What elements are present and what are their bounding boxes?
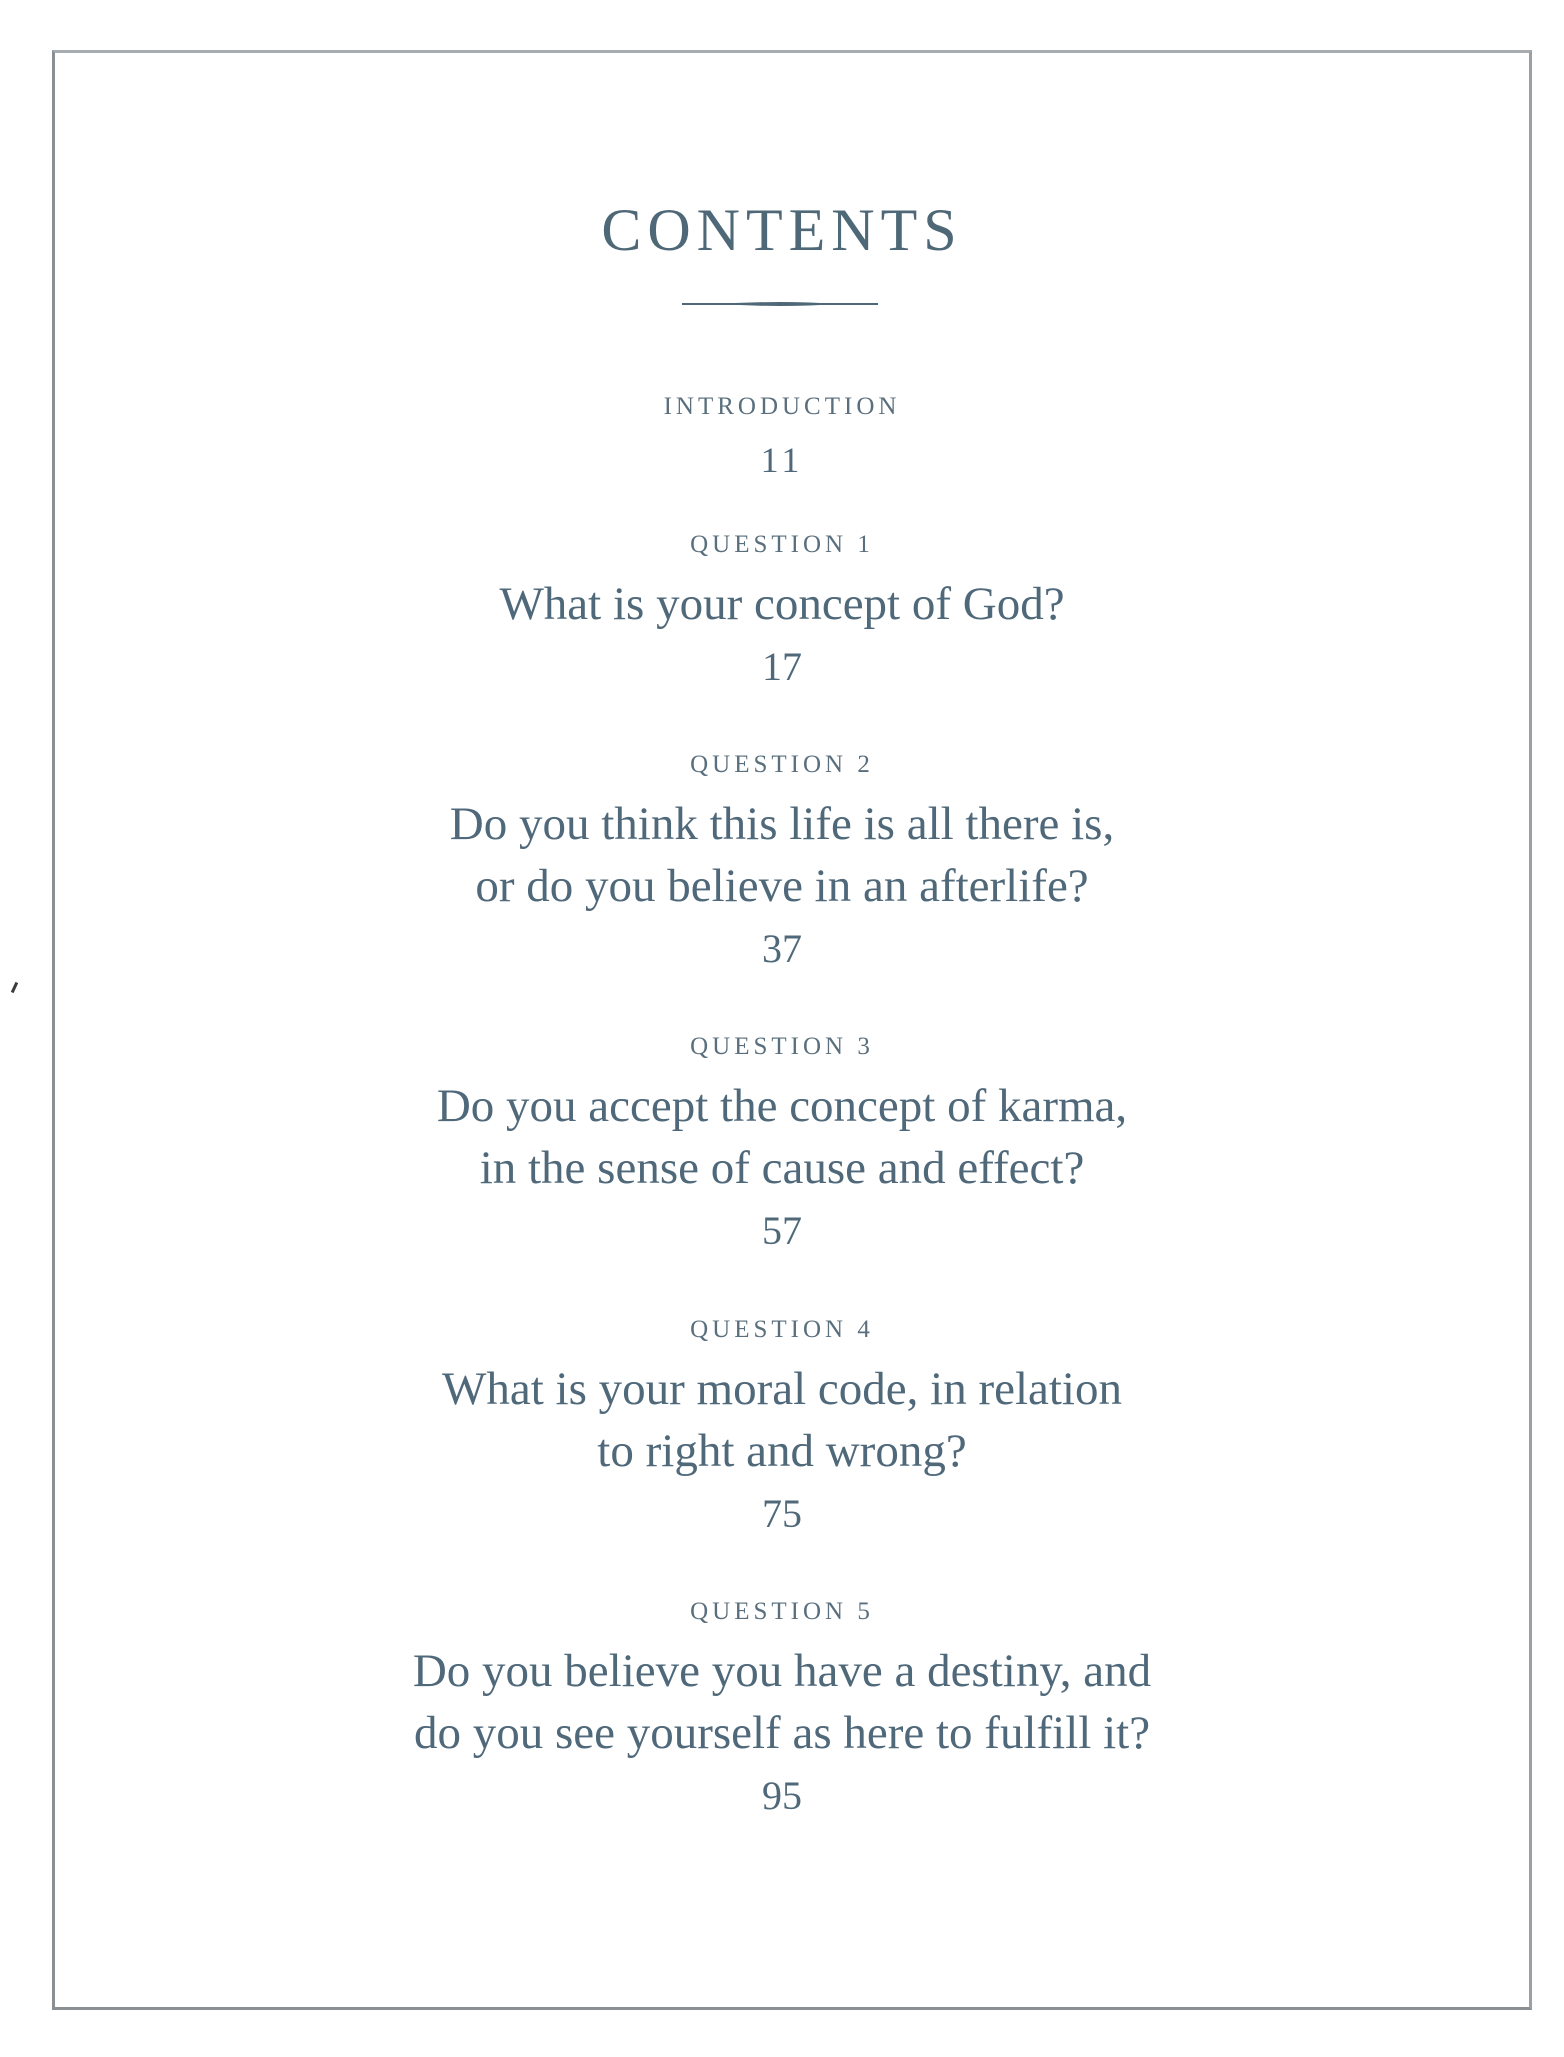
entry-page-number: 17 — [762, 644, 802, 689]
entry-title-line: to right and wrong? — [597, 1425, 967, 1477]
toc-entry-question-5[interactable] — [0, 1598, 1564, 1819]
entry-title — [0, 1358, 1564, 1482]
entry-label: QUESTION 3 — [690, 1033, 874, 1060]
entry-page-number: 11 — [760, 440, 804, 480]
stray-mark — [11, 982, 18, 993]
entry-title — [0, 1075, 1564, 1199]
entry-title-line: What is your moral code, in relation — [442, 1363, 1122, 1415]
page-title: CONTENTS — [601, 197, 963, 263]
entry-title-line: do you see yourself as here to fulfill it? — [413, 1707, 1151, 1759]
toc-entry-question-4[interactable] — [0, 1316, 1564, 1537]
entry-title-line: or do you believe in an afterlife? — [475, 860, 1089, 912]
entry-title-line: in the sense of cause and effect? — [479, 1142, 1085, 1194]
entry-label: QUESTION 1 — [690, 531, 874, 558]
toc-entry-introduction[interactable] — [0, 393, 1564, 481]
entry-label: INTRODUCTION — [663, 393, 901, 420]
entry-title-line: Do you think this life is all there is, — [449, 798, 1115, 850]
title-ornament — [682, 300, 878, 308]
entry-title-line: Do you accept the concept of karma, — [436, 1080, 1128, 1132]
entry-title — [0, 573, 1564, 635]
entry-page-number: 75 — [762, 1491, 802, 1536]
entry-title-line: What is your concept of God? — [499, 578, 1065, 630]
entry-page-number: 37 — [762, 926, 802, 971]
entry-label: QUESTION 2 — [690, 751, 874, 778]
entry-title — [0, 793, 1564, 917]
toc-entry-question-3[interactable] — [0, 1033, 1564, 1254]
toc-entry-question-2[interactable] — [0, 751, 1564, 972]
entry-title-line: Do you believe you have a destiny, and — [412, 1645, 1152, 1697]
toc-entry-question-1[interactable] — [0, 531, 1564, 690]
entry-label: QUESTION 4 — [690, 1316, 874, 1343]
entry-label: QUESTION 5 — [690, 1598, 874, 1625]
entry-page-number: 95 — [762, 1773, 802, 1818]
entry-title — [0, 1640, 1564, 1764]
entry-page-number: 57 — [762, 1208, 802, 1253]
